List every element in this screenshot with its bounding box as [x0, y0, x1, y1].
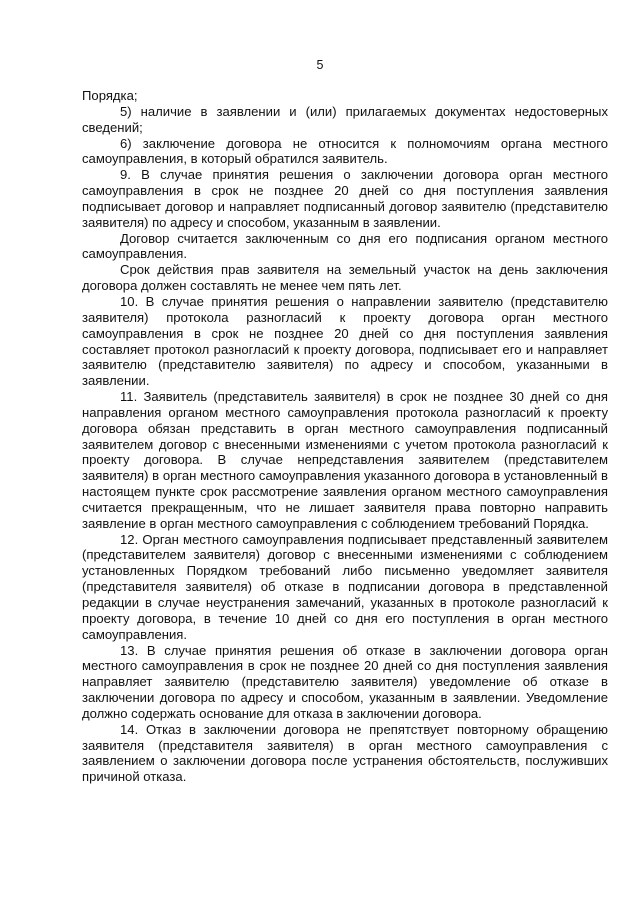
- paragraph-clause-11: 11. Заявитель (представитель заявителя) в срок не позднее 30 дней со дня направления органом местного самоуправления протокола разногласий к проекту договора обязан представить в орган местного самоуправления подписанный заявителем договор с внесенными изменениями с учетом протокола разногласий к проекту договора. В случае непредставления заявителем (представителем заявителя) в орган местного самоуправления указанного договора в установленный в настоящем пункте срок рассмотрение заявления органом местного самоуправления считается прекращенным, что не лишает заявителя права повторно направить заявление в орган местного самоуправления с соблюдением требований Порядка.: [82, 389, 608, 531]
- paragraph-term-of-rights: Срок действия прав заявителя на земельный участок на день заключения договора должен составлять не менее чем пять лет.: [82, 262, 608, 294]
- paragraph-clause-10: 10. В случае принятия решения о направлении заявителю (представителю заявителя) протокола разногласий к проекту договора орган местного самоуправления в срок не позднее 20 дней со дня поступления заявления составляет протокол разногласий к проекту договора, подписывает его и направляет заявителю (представителю заявителя) по адресу и способом, указанными в заявлении.: [82, 293, 608, 389]
- page-number: 5: [316, 58, 324, 72]
- document-body: [82, 88, 608, 785]
- paragraph-clause-13: 13. В случае принятия решения об отказе в заключении договора орган местного самоуправления в срок не позднее 20 дней со дня поступления заявления направляет заявителю (представителю заявителя) уведомление об отказе в заключении договора по адресу и способом, указанным в заявлении. Уведомление должно содержать основание для отказа в заключении договора.: [82, 642, 608, 721]
- paragraph-item-6: 6) заключение договора не относится к полномочиям органа местного самоуправления, в который обратился заявитель.: [82, 135, 608, 167]
- paragraph-clause-9: 9. В случае принятия решения о заключении договора орган местного самоуправления в срок не позднее 20 дней со дня поступления заявления подписывает договор и направляет подписанный договор заявителю (представителю заявителя) по адресу и способом, указанным в заявлении.: [82, 167, 608, 230]
- paragraph-contract-concluded: Договор считается заключенным со дня его подписания органом местного самоуправления.: [82, 230, 608, 262]
- paragraph-continuation: Порядка;: [82, 88, 138, 103]
- paragraph-item-5: 5) наличие в заявлении и (или) прилагаемых документах недостоверных сведений;: [82, 103, 608, 135]
- paragraph-clause-14: 14. Отказ в заключении договора не препятствует повторному обращению заявителя (представителя заявителя) в орган местного самоуправления с заявлением о заключении договора после устранения обстоятельств, послуживших причиной отказа.: [82, 721, 608, 785]
- paragraph-clause-12: 12. Орган местного самоуправления подписывает представленный заявителем (представителем заявителя) договор с внесенными изменениями с соблюдением установленных Порядком требований либо письменно уведомляет заявителя (представителя заявителя) об отказе в подписании договора в представленной редакции в случае неустранения замечаний, указанных в протоколе разногласий к проекту договора, в течение 10 дней со дня его поступления в орган местного самоуправления.: [82, 531, 608, 642]
